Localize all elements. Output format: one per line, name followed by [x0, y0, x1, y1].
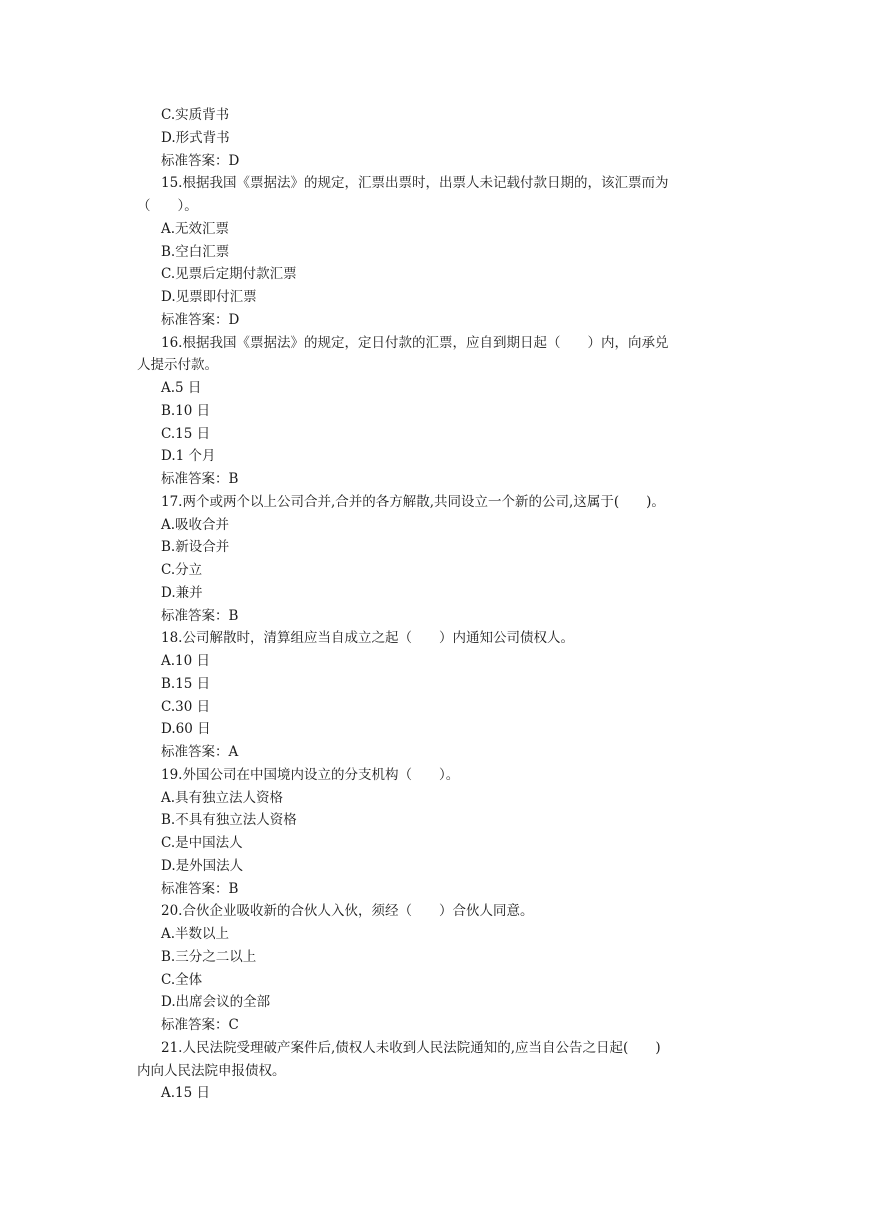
- answer-option: D.60 日: [161, 721, 211, 738]
- answer-option: B.10 日: [161, 402, 211, 419]
- answer-option: B.空白汇票: [161, 243, 230, 260]
- question-text: 15.根据我国《票据法》的规定，汇票出票时，出票人未记载付款日期的，该汇票而为: [161, 175, 669, 192]
- answer-option: B.15 日: [161, 675, 211, 692]
- question-text: 19.外国公司在中国境内设立的分支机构（ ）。: [161, 766, 460, 783]
- answer-option: A.吸收合并: [161, 516, 230, 533]
- answer-option: C.全体: [161, 971, 203, 988]
- answer-option: A.5 日: [161, 380, 202, 396]
- standard-answer: 标准答案：D: [161, 311, 240, 328]
- answer-option: A.具有独立法人资格: [161, 789, 284, 806]
- answer-option: A.半数以上: [161, 926, 230, 942]
- answer-option: B.新设合并: [161, 539, 230, 556]
- question-text: 16.根据我国《票据法》的规定，定日付款的汇票，应自到期日起（ ）内，向承兑: [161, 334, 669, 351]
- answer-option: B.三分之二以上: [161, 948, 257, 965]
- answer-option: A.15 日: [161, 1085, 211, 1102]
- answer-option: C.15 日: [161, 425, 211, 442]
- standard-answer: 标准答案：A: [161, 744, 239, 760]
- standard-answer: 标准答案：C: [161, 1017, 239, 1033]
- answer-option: C.分立: [161, 562, 203, 578]
- answer-option: D.出席会议的全部: [161, 994, 271, 1011]
- question-text: 20.合伙企业吸收新的合伙人入伙，须经（ ）合伙人同意。: [161, 903, 534, 920]
- question-text-continued: 内向人民法院申报债权。: [137, 1062, 286, 1079]
- question-text-continued: 人提示付款。: [137, 357, 218, 374]
- answer-option: A.无效汇票: [161, 220, 230, 237]
- answer-option: C.实质背书: [161, 107, 230, 123]
- answer-option: C.见票后定期付款汇票: [161, 266, 297, 283]
- answer-option: B.不具有独立法人资格: [161, 812, 297, 829]
- exam-text-body: [137, 104, 737, 1105]
- answer-option: D.是外国法人: [161, 857, 244, 874]
- standard-answer: 标准答案：D: [161, 152, 240, 169]
- answer-option: D.1 个月: [161, 448, 216, 465]
- answer-option: C.是中国法人: [161, 835, 243, 851]
- answer-option: A.10 日: [161, 653, 211, 669]
- question-text: 21.人民法院受理破产案件后,债权人未收到人民法院通知的,应当自公告之日起( ): [161, 1039, 661, 1056]
- standard-answer: 标准答案：B: [161, 471, 239, 487]
- answer-option: D.见票即付汇票: [161, 289, 257, 305]
- answer-option: C.30 日: [161, 698, 211, 715]
- standard-answer: 标准答案：B: [161, 880, 239, 897]
- question-text-continued: （ ）。: [137, 198, 198, 214]
- question-text: 18.公司解散时，清算组应当自成立之起（ ）内通知公司债权人。: [161, 630, 574, 647]
- answer-option: D.形式背书: [161, 129, 230, 146]
- question-text: 17.两个或两个以上公司合并,合并的各方解散,共同设立一个新的公司,这属于( )。: [161, 493, 665, 510]
- standard-answer: 标准答案：B: [161, 607, 239, 624]
- answer-option: D.兼并: [161, 584, 203, 601]
